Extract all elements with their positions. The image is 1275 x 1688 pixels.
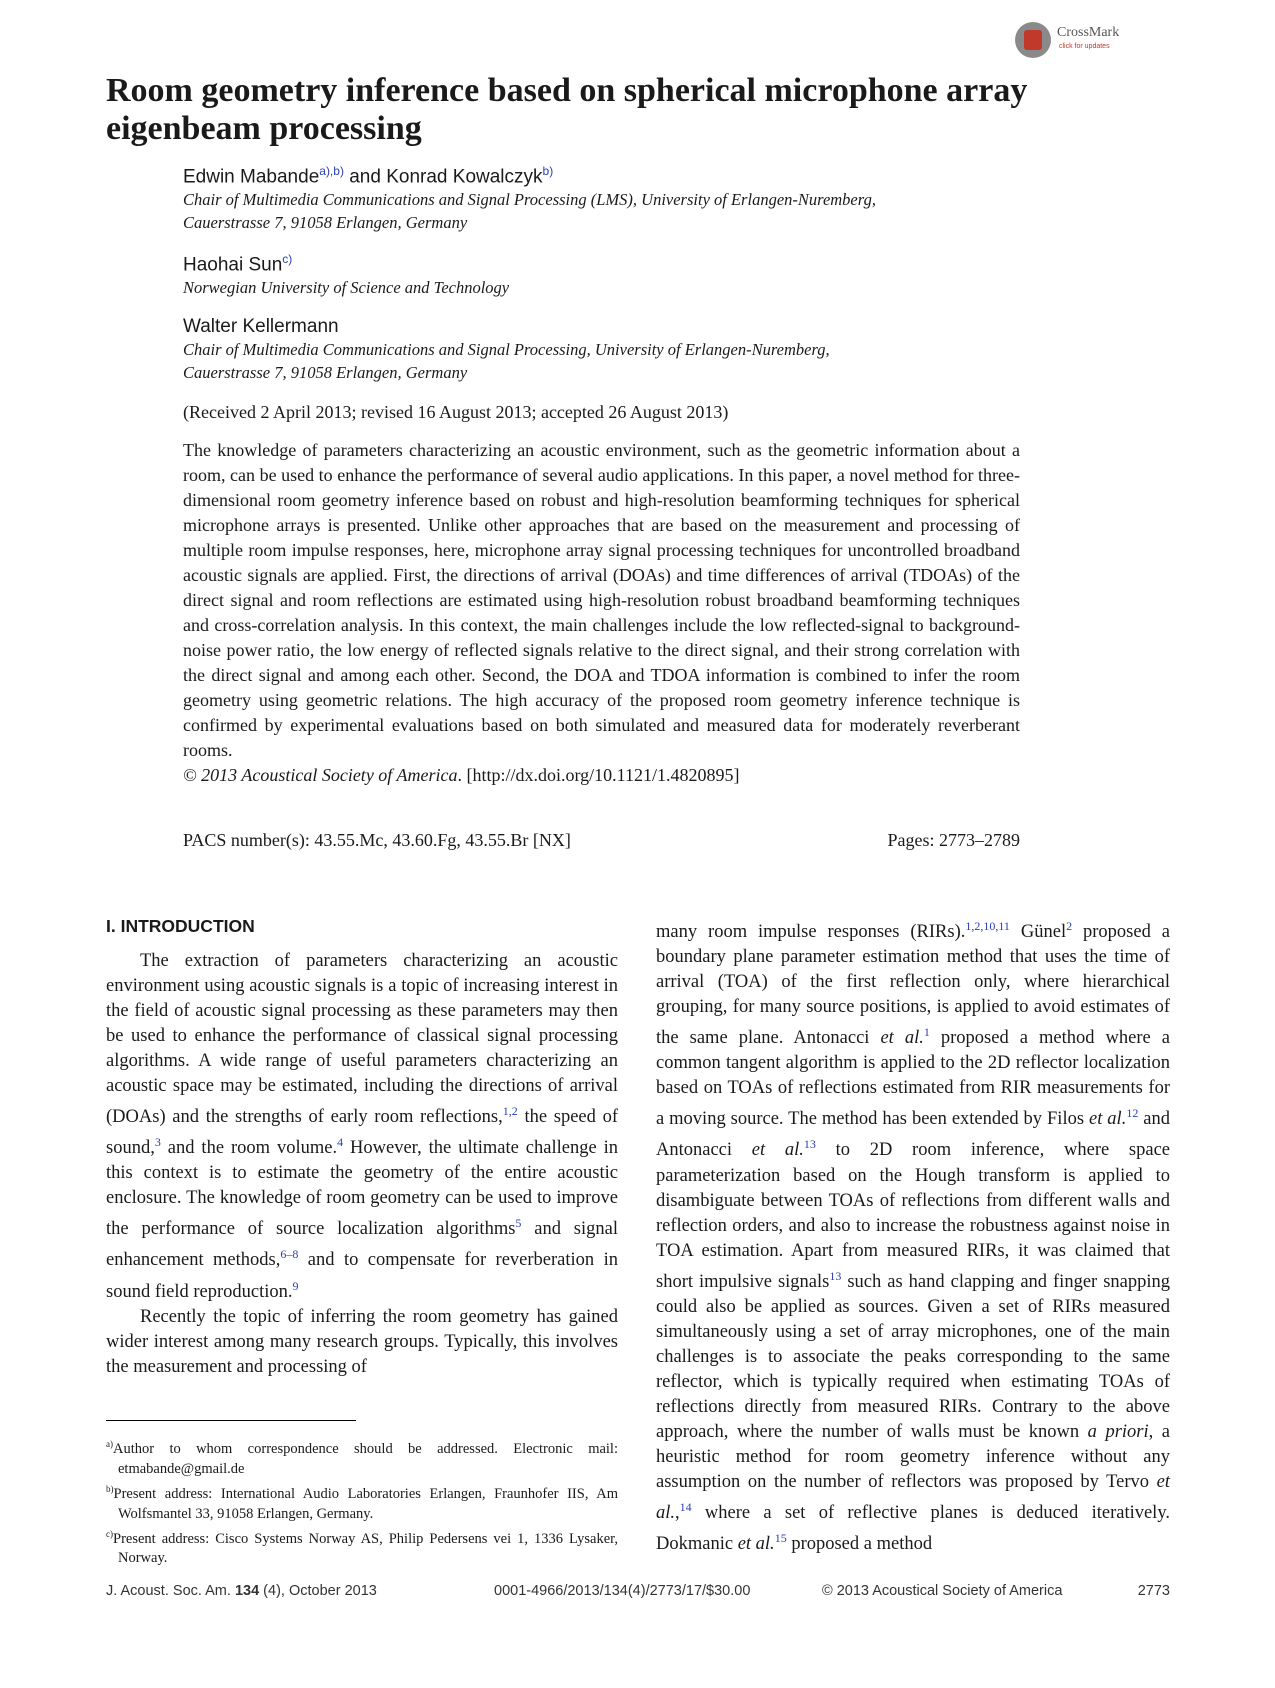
citation-ref[interactable]: 9 xyxy=(292,1278,299,1293)
pacs-numbers: PACS number(s): 43.55.Mc, 43.60.Fg, 43.55.Br [NX] xyxy=(183,830,571,850)
body-text: and signal enhancement methods, xyxy=(106,1219,618,1271)
doi-link[interactable]: . [http://dx.doi.org/10.1121/1.4820895] xyxy=(457,765,740,785)
author-affil-mark: b) xyxy=(542,164,554,178)
journal-citation xyxy=(106,1583,377,1599)
citation-ref[interactable]: 3 xyxy=(154,1135,161,1150)
body-text: many room impulse responses (RIRs). xyxy=(656,922,966,943)
abstract-text: The knowledge of parameters characterizing an acoustic environment, such as the geometric information about a room, can be used to enhance the performance of several audio applications. In this paper, a novel method for three-dimensional room geometry inference based on robust and high-resolution beamforming techniques for spherical microphone arrays is presented. Unlike other approaches that are based on the measurement and processing of multiple room impulse responses, here, microphone array signal processing techniques for uncontrolled broadband acoustic signals are applied. First, the directions of arrival (DOAs) and time differences of arrival (TDOAs) of the direct signal and room reflections are estimated using high-resolution robust broadband beamforming techniques and cross-correlation analysis. In this context, the main challenges include the low reflected-signal to background-noise power ratio, the low energy of reflected signals relative to the direct signal, and their strong correlation with the direct signal and among each other. Second, the DOA and TDOA information is combined to infer the room geometry using geometric relations. The high accuracy of the proposed room geometry inference technique is confirmed by experimental evaluations based on both simulated and measured data for moderately reverberant rooms. xyxy=(183,440,1020,760)
issn-code: 0001-4966/2013/134(4)/2773/17/$30.00 xyxy=(494,1583,751,1599)
footnotes xyxy=(106,1434,618,1568)
author-block xyxy=(183,252,1063,299)
author-affiliation xyxy=(183,338,1063,384)
body-text: , a heuristic method for room geometry inference without any assumption on the number of reflectors was proposed by Tervo xyxy=(656,1421,1170,1492)
author-block xyxy=(183,164,1063,234)
body-text: The extraction of parameters characterizing an acoustic environment using acoustic signals is a topic of increasing interest in the field of acoustic signal processing as these parameters may then be used to enhance the performance of classical signal processing algorithms. A wide range of useful parameters characterizing an acoustic space may be estimated, including the directions of arrival (DOAs) and the strengths of early room reflections, xyxy=(106,951,618,1128)
body-text: the speed of sound, xyxy=(106,1107,618,1159)
author-affiliation xyxy=(183,276,1063,299)
body-text: to 2D room inference, where space parameterization based on the Hough transform is applied to disambiguate between TOAs of reflections from different walls and reflection orders, and also to increase the robustness against noise in TOA estimation. Apart from measured RIRs, it was claimed that short impulsive signals xyxy=(656,1140,1171,1292)
italic-text: et al. xyxy=(656,1471,1170,1523)
journal-issue: (4), October 2013 xyxy=(259,1583,377,1599)
citation-ref[interactable]: 1 xyxy=(923,1025,930,1040)
intro-paragraph-continued xyxy=(656,914,1170,1557)
citation-ref[interactable]: 13 xyxy=(803,1137,816,1152)
affiliation-line: Cauerstrasse 7, 91058 Erlangen, Germany xyxy=(183,363,468,382)
author-name: Haohai Sun xyxy=(183,254,283,276)
footnote-text: Present address: Cisco Systems Norway AS, Philip Pedersens vei 1, 1336 Lysaker, Norway. xyxy=(113,1530,618,1567)
author-affil-mark: c) xyxy=(282,252,293,266)
crossmark-badge[interactable] xyxy=(1015,20,1135,60)
author-names xyxy=(183,316,1063,338)
citation-ref[interactable]: 6–8 xyxy=(280,1247,299,1262)
intro-paragraph xyxy=(106,1305,618,1380)
citation-ref[interactable]: 2 xyxy=(1066,919,1073,933)
italic-text: et al. xyxy=(880,1028,924,1049)
affiliation-line: Chair of Multimedia Communications and Signal Processing, University of Erlangen-Nuremberg, xyxy=(183,340,830,359)
citation-ref[interactable]: 1,2 xyxy=(502,1104,518,1118)
author-affil-mark: a),b) xyxy=(319,164,344,178)
citation-ref[interactable]: 4 xyxy=(337,1135,344,1150)
body-text: proposed a boundary plane parameter estimation method that uses the time of arrival (TOA) of the first reflection only, where hierarchical grouping, for many source positions, is applied to avoid estimates of the same plane. Antonacci xyxy=(656,922,1170,1049)
crossmark-sublabel: click for updates xyxy=(1059,43,1110,50)
citation-ref[interactable]: 1,2,10,11 xyxy=(965,919,1010,933)
footnote xyxy=(106,1479,618,1524)
received-dates: (Received 2 April 2013; revised 16 August 2013; accepted 26 August 2013) xyxy=(183,402,729,422)
body-text: proposed a method xyxy=(786,1534,933,1555)
page-number: 2773 xyxy=(1137,1583,1170,1599)
citation-ref[interactable]: 14 xyxy=(679,1499,692,1514)
italic-text: et al. xyxy=(1089,1109,1127,1130)
section-heading: I. INTRODUCTION xyxy=(106,916,255,936)
journal-volume: 134 xyxy=(234,1583,260,1599)
footnote-mark: c) xyxy=(106,1528,113,1539)
body-text: where a set of reflective planes is deduced iteratively. Dokmanic xyxy=(656,1502,1170,1555)
footnote xyxy=(106,1524,618,1569)
italic-text: a priori xyxy=(1087,1421,1149,1442)
author-name: Walter Kellermann xyxy=(183,316,339,337)
footnote xyxy=(106,1434,618,1479)
footer-copyright: © 2013 Acoustical Society of America xyxy=(822,1583,1063,1599)
paper-title: Room geometry inference based on spherical microphone array eigenbeam processing xyxy=(106,72,1028,147)
body-text: proposed a method where a common tangent algorithm is applied to the 2D reflector localization based on TOAs of reflections estimated from RIR measurements for a moving source. The method has been extended by Filos xyxy=(656,1028,1170,1130)
citation-ref[interactable]: 15 xyxy=(774,1530,787,1545)
page-range: Pages: 2773–2789 xyxy=(887,830,1020,850)
body-text: , xyxy=(675,1502,680,1523)
footnote-divider xyxy=(106,1420,356,1421)
footnote-mark: b) xyxy=(106,1483,114,1494)
citation-ref[interactable]: 13 xyxy=(829,1268,842,1283)
body-text: and Antonacci xyxy=(656,1109,1170,1161)
pacs-row xyxy=(183,830,1020,851)
affiliation-line: Norwegian University of Science and Technology xyxy=(183,278,510,298)
body-text: However, the ultimate challenge in this context is to estimate the geometry of the entire acoustic enclosure. The knowledge of room geometry can be used to improve the performance of source localization algorithms xyxy=(106,1138,618,1240)
footnote-text: Author to whom correspondence should be addressed. Electronic mail: etmabande@gmail.de xyxy=(113,1440,618,1477)
author-names xyxy=(183,164,1063,188)
author-name: Edwin Mabande xyxy=(183,166,320,188)
italic-text: et al. xyxy=(737,1534,775,1555)
author-name: Konrad Kowalczyk xyxy=(386,166,543,188)
citation-ref[interactable]: 12 xyxy=(1126,1106,1139,1121)
body-text: and the room volume. xyxy=(160,1138,338,1159)
left-column xyxy=(106,914,618,1380)
copyright-notice: © 2013 Acoustical Society of America xyxy=(183,765,458,785)
affiliation-line: Chair of Multimedia Communications and Signal Processing (LMS), University of Erlangen-Nuremberg, xyxy=(183,190,876,210)
affiliation-line: Cauerstrasse 7, 91058 Erlangen, Germany xyxy=(183,213,468,233)
body-text: such as hand clapping and finger snapping could also be applied as sources. Given a set of RIRs measured simultaneously using a set of array microphones, one of the main challenges is to associate the peaks corresponding to the same reflector, which is typically required when estimating TOAs of reflections directly from measured RIRs. Contrary to the above approach, where the number of walls must be known xyxy=(656,1271,1170,1442)
citation-ref[interactable]: 5 xyxy=(515,1216,522,1231)
body-text: Recently the topic of inferring the room geometry has gained wider interest among many research groups. Typically, this involves the measurement and processing of xyxy=(106,1306,618,1377)
body-text: and to compensate for reverberation in sound field reproduction. xyxy=(106,1250,618,1302)
journal-name: J. Acoust. Soc. Am. xyxy=(106,1583,235,1599)
author-names xyxy=(183,252,1063,276)
author-affiliation xyxy=(183,188,1063,234)
abstract xyxy=(183,438,1020,788)
author-joiner: and xyxy=(343,166,387,188)
footnote-text: Present address: International Audio Laboratories Erlangen, Fraunhofer IIS, Am Wolfsmantel 33, 91058 Erlangen, Germany. xyxy=(113,1485,618,1522)
right-column xyxy=(656,914,1170,1557)
footnote-mark: a) xyxy=(106,1439,113,1449)
italic-text: et al. xyxy=(751,1140,804,1161)
body-text: Günel xyxy=(1009,922,1067,943)
crossmark-icon xyxy=(1015,22,1051,58)
author-block xyxy=(183,316,1063,384)
intro-paragraph xyxy=(106,949,618,1305)
crossmark-label: CrossMark xyxy=(1057,25,1120,40)
